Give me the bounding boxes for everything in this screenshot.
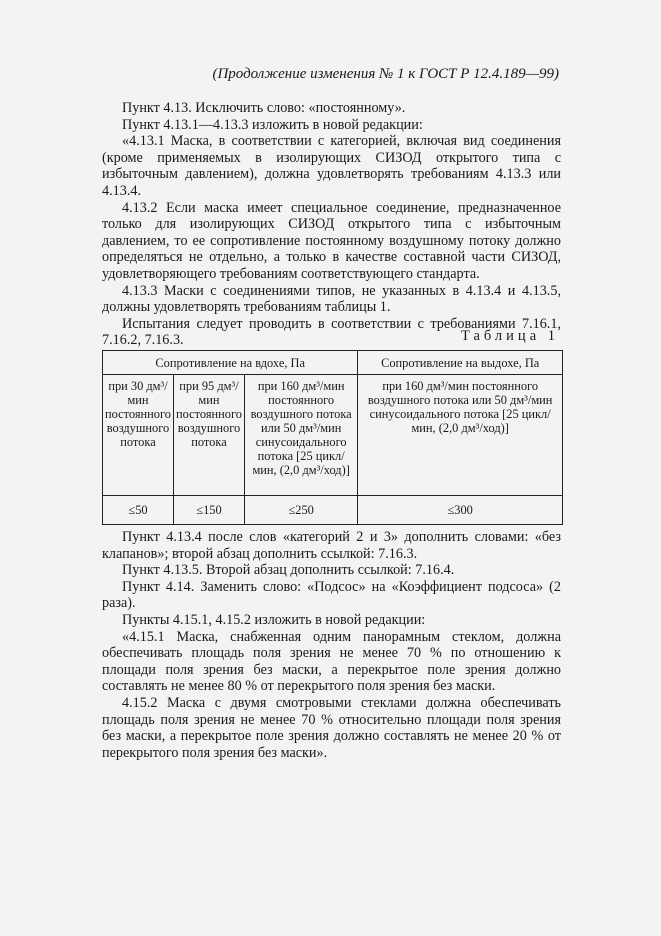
table-subheader-row	[103, 375, 563, 496]
paragraph: Пункт 4.14. Заменить слово: «Подсос» на «Коэффициент подсоса» (2 раза).	[102, 578, 561, 612]
paragraph: «4.13.1 Маска, в соответствии с категорией, включая вид соединения (кроме применяемых в изолирующих СИЗОД открытого типа с избыточным давлением), должна удовлетворять требованиям 4.13.3 или 4.13.4.	[102, 133, 561, 199]
text-block-top	[102, 100, 561, 349]
page-header: (Продолжение изменения № 1 к ГОСТ Р 12.4.189—99)	[212, 66, 559, 82]
paragraph: 4.15.2 Маска с двумя смотровыми стеклами должна обеспечивать площадь поля зрения не менее 70 % относительно площади поля зрения без маски, а перекрытое поле зрения должно составлять не менее 20 % от перекрытого поля зрения без маски».	[102, 694, 561, 761]
paragraph: Пункт 4.13.1—4.13.3 изложить в новой редакции:	[122, 116, 423, 133]
table-header-row	[103, 351, 563, 375]
paragraph: Испытания следует проводить в соответствии с требованиями 7.16.1, 7.16.2, 7.16.3.	[102, 315, 561, 349]
paragraph: Пункты 4.15.1, 4.15.2 изложить в новой редакции:	[122, 611, 426, 628]
value-cell: ≤300	[358, 496, 563, 525]
paragraph: 4.13.3 Маски с соединениями типов, не указанных в 4.13.4 и 4.13.5, должны удовлетворять требованиям таблицы 1.	[102, 282, 561, 316]
value-cell: ≤250	[244, 496, 357, 525]
paragraph: Пункт 4.13.5. Второй абзац дополнить ссылкой: 7.16.4.	[122, 562, 455, 579]
paragraph: 4.13.2 Если маска имеет специальное соединение, предназначенное только для изолирующих СИЗОД открытого типа с избыточным давлением, то ее сопротивление постоянному воздушному потоку должно определяться не отдельно, а только в качестве составной части СИЗОД, удовлетворяющего требованиям соответствующего стандарта.	[102, 199, 561, 282]
resistance-table	[102, 350, 563, 525]
paragraph: Пункт 4.13.4 после слов «категорий 2 и 3» дополнить словами: «без клапанов»; второй абзац дополнить ссылкой: 7.16.3.	[102, 529, 561, 562]
table-caption: Таблица 1	[460, 328, 559, 344]
subheader-cell: при 95 дм³/мин постоянного воздушного потока	[173, 375, 244, 496]
paragraph: «4.15.1 Маска, снабженная одним панорамным стеклом, должна обеспечивать площадь поля зрения не менее 70 % по отношению к площади поля зрения без маски, а перекрытое поле зрения должно составлять не менее 80 % от перекрытого поля зрения без маски.	[102, 628, 561, 695]
subheader-cell: при 160 дм³/мин постоянного воздушного потока или 50 дм³/мин синусоидального потока [25 цикл/мин, (2,0 дм³/ход)]	[244, 375, 357, 496]
value-cell: ≤50	[103, 496, 174, 525]
text-block-bottom	[102, 529, 561, 761]
subheader-cell: при 30 дм³/мин постоянного воздушного потока	[103, 375, 174, 496]
subheader-cell: при 160 дм³/мин постоянного воздушного потока или 50 дм³/мин синусоидального потока [25 цикл/мин, (2,0 дм³/ход)]	[358, 375, 563, 496]
header-exhale: Сопротивление на выдохе, Па	[358, 351, 563, 375]
header-inhale: Сопротивление на вдохе, Па	[103, 351, 358, 375]
table-values-row	[103, 496, 563, 525]
value-cell: ≤150	[173, 496, 244, 525]
paragraph: Пункт 4.13. Исключить слово: «постоянному».	[122, 100, 406, 116]
